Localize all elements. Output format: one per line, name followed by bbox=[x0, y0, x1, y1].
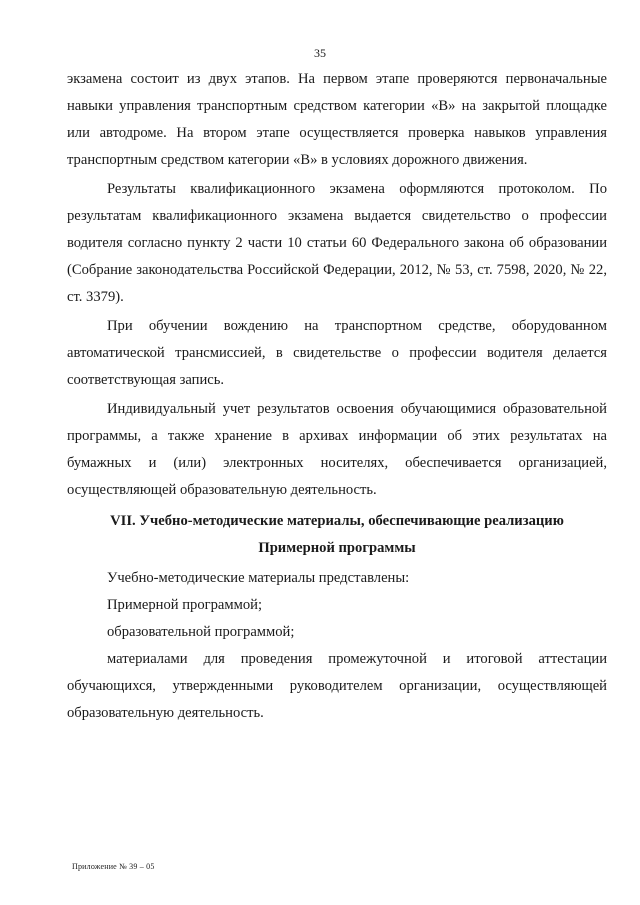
document-body bbox=[67, 66, 607, 727]
paragraph-individual-records: Индивидуальный учет результатов освоения обучающимися образовательной программы, а также хранение в архивах информации об этих результатах на бумажных и (или) электронных носителях, обеспечивается организацией, осуществляющей образовательную деятельность. bbox=[67, 401, 607, 498]
materials-item: Примерной программой; bbox=[107, 597, 263, 613]
paragraph-exam-stages: экзамена состоит из двух этапов. На первом этапе проверяются первоначальные навыки управления транспортным средством категории «B» на закрытой площадке или автодроме. На втором этапе осуществляется проверка навыков управления транспортным средством категории «B» в условиях дорожного движения. bbox=[67, 71, 607, 168]
materials-item: образовательной программой; bbox=[107, 624, 295, 640]
footer-annex-number: Приложение № 39 – 05 bbox=[72, 862, 155, 871]
section-heading-line1: VII. Учебно-методические материалы, обеспечивающие реализацию bbox=[110, 513, 564, 529]
paragraph-automatic-transmission: При обучении вождению на транспортном средстве, оборудованном автоматической трансмиссией, в свидетельстве о профессии водителя делается соответствующая запись. bbox=[67, 318, 607, 388]
page-number: 35 bbox=[314, 46, 326, 60]
paragraph-exam-results: Результаты квалификационного экзамена оформляются протоколом. По результатам квалификационного экзамена выдается свидетельство о профессии водителя согласно пункту 2 части 10 статьи 60 Федерального закона об образовании (Собрание законодательства Российской Федерации, 2012, № 53, ст. 7598, 2020, № 22, ст. 3379). bbox=[67, 181, 607, 305]
section-heading-line2: Примерной программы bbox=[258, 540, 416, 556]
materials-intro: Учебно-методические материалы представлены: bbox=[107, 570, 410, 586]
materials-item: материалами для проведения промежуточной и итоговой аттестации обучающихся, утвержденными руководителем организации, осуществляющей образовательную деятельность. bbox=[67, 651, 607, 721]
